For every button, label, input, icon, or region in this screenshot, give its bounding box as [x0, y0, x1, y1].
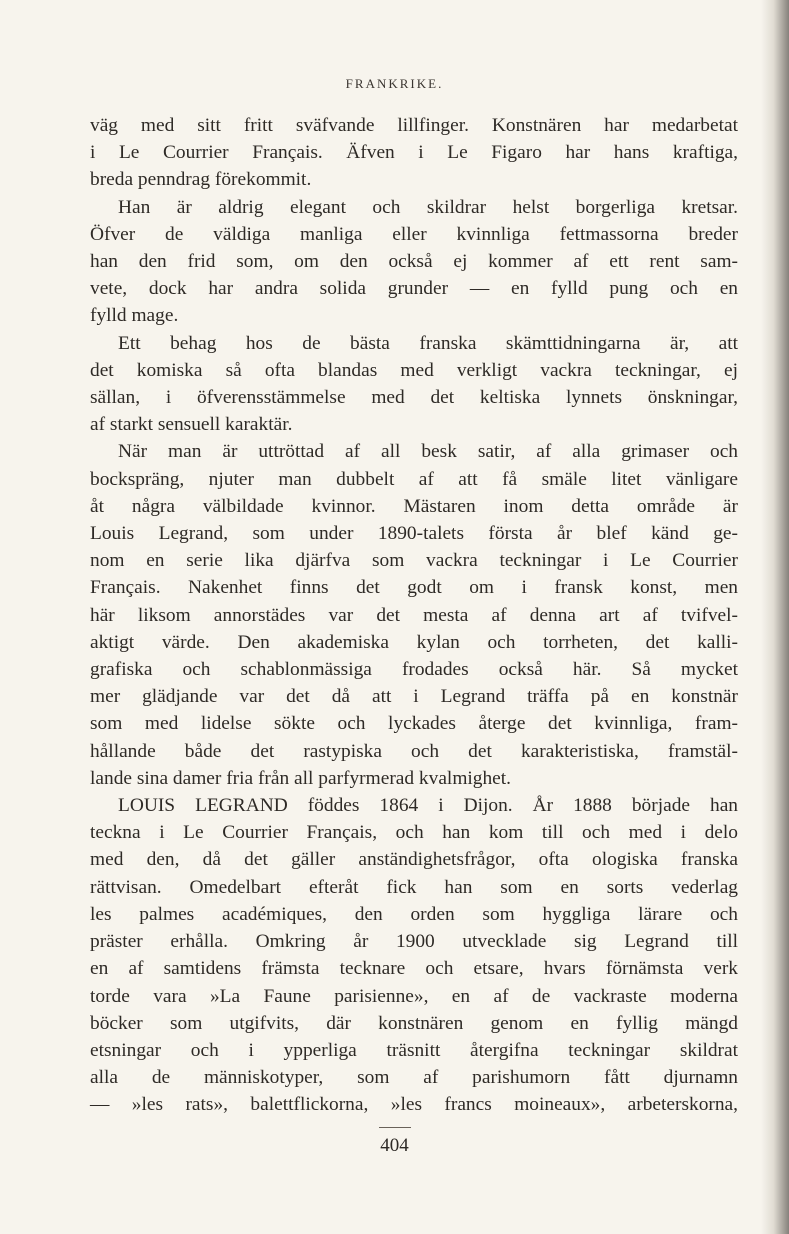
text-line: sällan, i öfverensstämmelse med det keltiska lynnets önskningar, — [90, 387, 738, 409]
text-line: det komiska så ofta blandas med verkligt vackra teckningar, ej — [90, 359, 738, 381]
text-line: breda penndrag förekommit. — [90, 169, 312, 191]
text-line: präster erhålla. Omkring år 1900 utvecklade sig Legrand till — [90, 931, 738, 953]
text-line: bockspräng, njuter man dubbelt af att få smäle litet vänligare — [90, 468, 738, 490]
page-edge-shadow — [761, 0, 789, 1234]
text-line: Louis Legrand, som under 1890-talets första år blef känd ge- — [90, 523, 738, 545]
text-line: teckna i Le Courrier Français, och han kom till och med i delo — [90, 822, 738, 844]
text-line: När man är uttröttad af all besk satir, af alla grimaser och — [118, 441, 738, 463]
text-line: — »les rats», balettflickorna, »les francs moineaux», arbeterskorna, — [90, 1094, 738, 1116]
text-line: af starkt sensuell karaktär. — [90, 414, 293, 436]
text-line: les palmes académiques, den orden som hyggliga lärare och — [90, 903, 738, 925]
text-line: mer glädjande var det då att i Legrand träffa på en konstnär — [90, 686, 738, 708]
running-header: FRANKRIKE. — [345, 76, 444, 91]
text-line: fylld mage. — [90, 305, 179, 327]
text-line: etsningar och i ypperliga träsnitt återgifna teckningar skildrat — [90, 1039, 738, 1061]
text-line: hållande både det rastypiska och det karakteristiska, framstäl- — [90, 740, 738, 762]
text-line: lande sina damer fria från all parfyrmerad kvalmighet. — [90, 767, 512, 789]
text-line: Han är aldrig elegant och skildrar helst borgerliga kretsar. — [118, 196, 738, 218]
text-line: väg med sitt fritt sväfvande lillfinger. Konstnären har medarbetat — [90, 115, 738, 136]
page-number: 404 — [380, 1135, 409, 1156]
text-line: som med lidelse sökte och lyckades återge det kvinnliga, fram- — [90, 713, 738, 735]
text-line: här liksom annorstädes var det mesta af denna art af tvifvel- — [90, 604, 738, 626]
text-line: böcker som utgifvits, där konstnären genom en fyllig mängd — [90, 1012, 738, 1034]
text-line: grafiska och schablonmässiga frodades också här. Så mycket — [90, 659, 738, 681]
text-line: åt några välbildade kvinnor. Mästaren inom detta område är — [90, 495, 738, 517]
text-line: Français. Nakenhet finns det godt om i fransk konst, men — [90, 577, 738, 599]
footer-rule — [379, 1127, 411, 1128]
text-line: han den frid som, om den också ej kommer af ett rent sam- — [90, 251, 738, 273]
text-line: rättvisan. Omedelbart efteråt fick han som en sorts vederlag — [90, 876, 738, 898]
text-line: LOUIS LEGRAND föddes 1864 i Dijon. År 1888 började han — [118, 795, 738, 817]
text-line: torde vara »La Faune parisienne», en af de vackraste moderna — [90, 985, 738, 1007]
text-line: alla de människotyper, som af parishumorn fått djurnamn — [90, 1067, 738, 1089]
text-line: nom en serie lika djärfva som vackra teckningar i Le Courrier — [90, 550, 738, 572]
text-line: Öfver de väldiga manliga eller kvinnliga fettmassorna breder — [90, 223, 738, 245]
text-line: Ett behag hos de bästa franska skämttidningarna är, att — [118, 332, 738, 354]
text-line: med den, då det gäller anständighetsfrågor, ofta ologiska franska — [90, 849, 738, 871]
text-line: aktigt värde. Den akademiska kylan och torrheten, det kalli- — [90, 631, 738, 653]
body-text — [90, 112, 738, 1119]
text-line: vete, dock har andra solida grunder — en fylld pung och en — [90, 278, 738, 300]
text-line: en af samtidens främsta tecknare och etsare, hvars förnämsta verk — [90, 958, 738, 980]
text-line: i Le Courrier Français. Äfven i Le Figaro har hans kraftiga, — [90, 142, 738, 164]
